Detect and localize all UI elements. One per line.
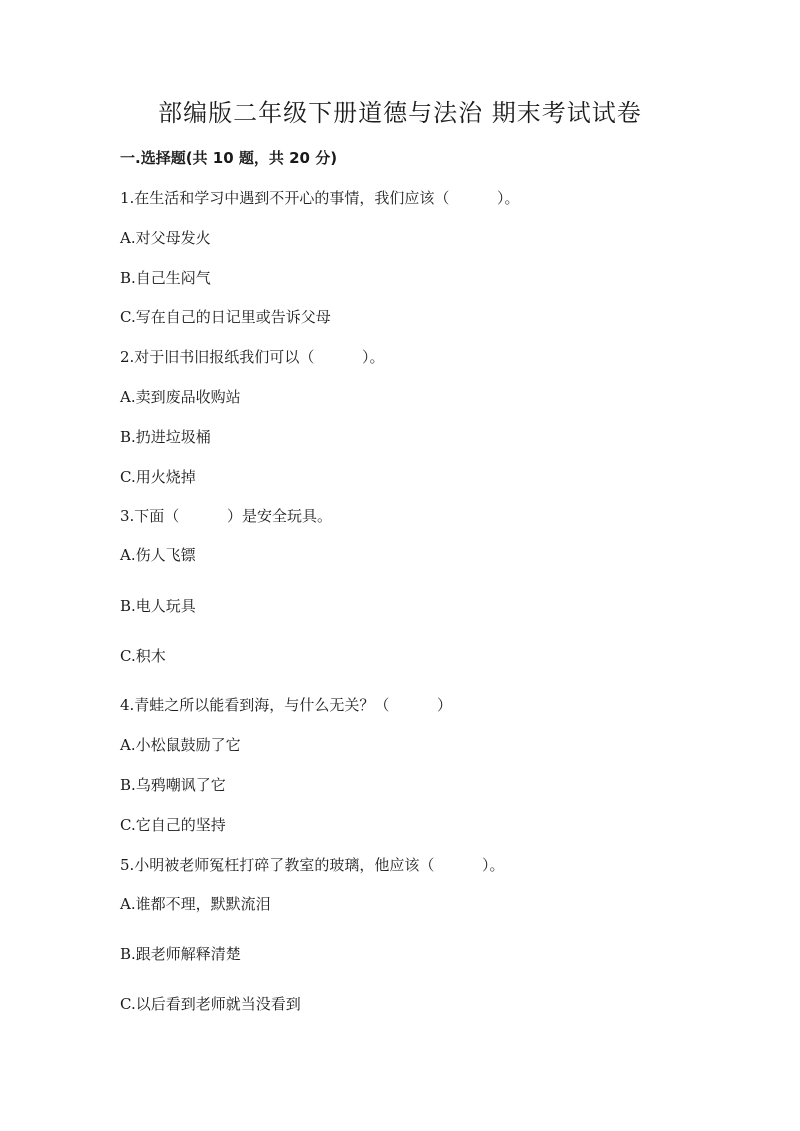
question-5-option-a: A.谁都不理，默默流泪 (120, 895, 271, 913)
question-2-option-c: C.用火烧掉 (120, 468, 196, 486)
question-4-option-a: A.小松鼠鼓励了它 (120, 736, 241, 754)
question-3-stem: 3.下面（ ）是安全玩具。 (120, 507, 332, 525)
question-2-stem: 2.对于旧书旧报纸我们可以（ ）。 (120, 348, 385, 366)
question-5-stem: 5.小明被老师冤枉打碎了教室的玻璃，他应该（ ）。 (120, 856, 505, 874)
question-2-option-b: B.扔进垃圾桶 (120, 428, 211, 446)
question-1-option-c: C.写在自己的日记里或告诉父母 (120, 308, 331, 326)
question-5-option-c: C.以后看到老师就当没看到 (120, 995, 301, 1013)
question-3-option-a: A.伤人飞镖 (120, 546, 196, 564)
question-3-option-b: B.电人玩具 (120, 597, 196, 615)
question-5-option-b: B.跟老师解释清楚 (120, 945, 241, 963)
question-3-option-c: C.积木 (120, 647, 166, 665)
question-1-option-b: B.自己生闷气 (120, 269, 211, 287)
question-1-stem: 1.在生活和学习中遇到不开心的事情，我们应该（ ）。 (120, 189, 520, 207)
question-4-stem: 4.青蛙之所以能看到海，与什么无关？（ ） (120, 696, 452, 714)
exam-title: 部编版二年级下册道德与法治 期末考试试卷 (158, 99, 642, 127)
question-4-option-b: B.乌鸦嘲讽了它 (120, 776, 226, 794)
question-1-option-a: A.对父母发火 (120, 229, 211, 247)
section-heading: 一.选择题(共 10 题，共 20 分) (120, 149, 338, 167)
question-4-option-c: C.它自己的坚持 (120, 816, 226, 834)
question-2-option-a: A.卖到废品收购站 (120, 388, 241, 406)
